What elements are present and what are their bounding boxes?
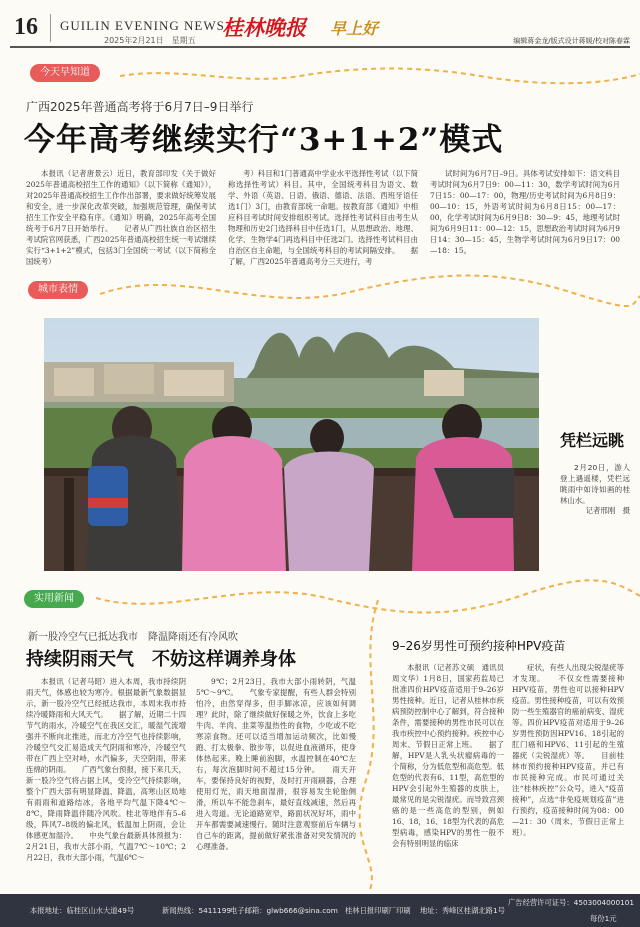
hpv-column-1: 本报讯（记者苏文硕 通讯员周文华）1月8日，国家药监局已批准四价HPV疫苗适用于9–26岁男性接种。近日，记者从桂林市疾病预防控制中心了解到，符合接种条件，需要接种的男性市民可以在我市疾控中心预约接种。疾控中心周末、节假日正常上班。 据了解，HPV是人乳头状瘤病毒的一个简称，分为低危型和高危型。低危型的代表有6、11型，高危型的HPV会引起外生殖器的皮肤上，最常见的是尖锐湿疣。而导致宫颈癌的是一些高危的型别，例如16、18，16、18型为代表的高危型病毒，感染HPV的男性一般不会有特别明显的临床 <box>392 663 504 848</box>
decorative-wave-vertical <box>350 600 390 890</box>
footer-hotline: 新闻热线：5411199 <box>162 906 231 915</box>
section-tag-city-scene: 城市表情 <box>28 281 88 299</box>
footer-license: 广告经营许可证号：4503004000101 <box>508 898 635 907</box>
news-photo-tourists <box>44 318 539 571</box>
lead-column-1: 本报讯（记者唐景云）近日，教育部印发《关于做好2025年普通高校招生工作的通知》（以下简称《通知》），对2025年普通高校招生工作作出部署，要求做好统筹发展和安全，进一步深化改革突破，加强规范管理，确保考试招生工作安全平稳有序。《通知》明确，2025年高考全国统考于6月7日开始举行。 记者从广西壮族自治区招生考试院官网获悉，广西2025年普通高校招生统一考试继续实行“3+1+2”模式，包括3门全国统一考试（以下简称全国统考） <box>26 169 216 266</box>
editor-credits: 编辑蒋金龙/版式设计蒋媛/校对陈春霖 <box>513 37 630 45</box>
masthead-divider <box>50 14 51 42</box>
footer-email: 电子邮箱：glwb666@sina.com <box>230 906 338 915</box>
footer-printer: 桂林日报印刷厂印刷 <box>345 906 411 915</box>
issue-date: 2025年2月21日 星期五 <box>104 36 196 45</box>
footer-price: 每份1元 <box>590 914 617 923</box>
section-tag-practical-news: 实用新闻 <box>24 590 84 608</box>
photo-title: 凭栏远眺 <box>560 431 625 450</box>
page-footer <box>0 894 640 927</box>
lead-column-3: 试时间为6月7日–9日。具体考试安排如下：语文科目考试时间为6月7日9：00—11：30，数学考试时间为6月7日15：00—17：00，物理/历史考试时间为6月8日9：00—10：15，外语考试时间为6月8日15：00—17：00，化学考试时间为6月9日8：30—9：45，地理考试时间为6月9日11：00—12：15，思想政治考试时间为6月9日14：30—15：45，生物学考试时间为6月9日17：00—18：15。 <box>430 169 620 255</box>
decorative-wave <box>120 66 640 86</box>
photo-credit: 记者邢刚 摄 <box>585 506 630 515</box>
hpv-headline: 9–26岁男性可预约接种HPV疫苗 <box>392 639 566 653</box>
section-name: 早上好 <box>330 19 379 38</box>
weather-column-1: 本报讯（记者马昭）进入本周，我市持续阴雨天气，体感也较为寒冷。根据最新气象数据显示，新一股冷空气已经抵达我市，本周末我市持续冷暖降雨和大风天气。 据了解，近期二十四节气的雨水，冷暖空气在我区交汇，暖湿气流增强并不断向北推进，而北方冷空气也持续影响，冷暖空气交汇易造成天气阴雨和寒冷，冷暖空气带在广西上空对峙，水汽偏多，天空阴雨，带来连绵的阴雨。 广西气象台预报，接下来几天，新一股冷空气将占据上风，受冷空气持续影响，整个广西大部有明显降温、降温，高寒山区局地有雨雨和道路结冰，各地平均气温下降4℃～8℃，降雨降温伴随冷风吹。桂北等地伴有5–6级，阵风7–8级的偏北风，低温加上阴雨，会让体感更加湿冷。 中央气象台最新具体预报为：2月21日，我市大部小雨，气温7℃～10℃；2月22日，我市大部小雨，气温6℃～ <box>26 677 186 862</box>
decorative-wave <box>100 266 640 314</box>
hpv-column-2: 症状，有些人出现尖锐湿疣等才发现。 不仅女性需要接种HPV疫苗，男性也可以接种HPV疫苗。男性接种疫苗，可以有效预防一些生殖器官的癌前病变、湿疣等。四价HPV疫苗对适用于9–26岁男性预防因HPV16、18引起的肛门癌和HPV6、11引起的生殖器疣（尖锐湿疣）等。 目前桂林市预约接种HPV疫苗，并已有市民接种完成。市民可通过关注“桂林疾控”公众号，进入“疫苗接种”，点选“非免疫规划疫苗”进行预约，疫苗接种时间为08：00—21：30（周末、节假日正常上班）。 <box>512 663 624 837</box>
paper-logo: 桂林晚报 <box>222 15 306 40</box>
lead-headline: 今年高考继续实行“3+1+2”模式 <box>24 122 504 158</box>
weather-kicker: 新一股冷空气已抵达我市 降温降雨还有冷风吹 <box>28 632 238 643</box>
footer-printer-address: 地址：秀峰区桂湖北路1号 <box>420 906 505 915</box>
footer-address: 本报地址：临桂区山水大道49号 <box>30 906 135 915</box>
paper-name-english: GUILIN EVENING NEWS <box>60 18 225 33</box>
page-number: 16 <box>14 14 38 40</box>
lead-column-2: 考）科目和1门普通高中学业水平选择性考试（以下简称选择性考试）科目。其中，全国统考科目为语文、数学、外语（英语、日语、俄语、德语、法语、西班牙语任选1门）3门，由教育部统一命题。按教育部《通知》中相应科目考试时间安排组织考试。选择性考试科目由考生从物理和历史2门选择科目中任选1门，从思想政治、地理、化学、生物学4门再选科目中任选2门。选择性考试科目由自治区自主命题，与全国统考科目的考试间隔安排。 据了解，广西2025年普通高考分三天进行，考 <box>228 169 418 266</box>
masthead-rule <box>10 46 630 48</box>
photo-caption: 2月20日，游人登上遇遥楼，凭栏远眺雨中如诗如画的桂林山水。 <box>560 463 630 505</box>
weather-column-2: 9℃；2月23日，我市大部小雨转阴，气温5℃～9℃。 气象专家提醒，有些人群会特别怕冷，由然穿得多，但手脚冰凉，应该如何调理？此时，除了继续做好保暖之外，饮食上多吃牛肉、羊肉、韭菜等温热性的食物，少吃或不吃寒凉食物。还可以适当增加运动频次，比如慢跑、打太极拳、散步等，以促进血液循环，使身体热起来。晚上睡前泡脚，水温控制在40℃左右，每次泡脚时间不超过15分钟。 雨天开车，要保持良好的视野，及时打开雨刷器，合理使用灯光，雨天地面湿滑，很容易发生轮胎侧滑，所以车不能急刹车，最好直线减速，然后再进入弯道。无论道路宽窄，路面状况好坏，雨中开车都需要减速慢行。随时注意观察前后车辆与自己车的距离，提前做好紧张准备对突发情况的心理准备。 <box>196 677 356 851</box>
lead-kicker: 广西2025年普通高考将于6月7日–9日举行 <box>26 100 254 114</box>
weather-headline: 持续阴雨天气 不妨这样调养身体 <box>26 649 296 670</box>
photo-illustration <box>44 318 539 571</box>
masthead <box>0 0 640 44</box>
section-tag-news-today: 今天早知道 <box>30 64 100 82</box>
